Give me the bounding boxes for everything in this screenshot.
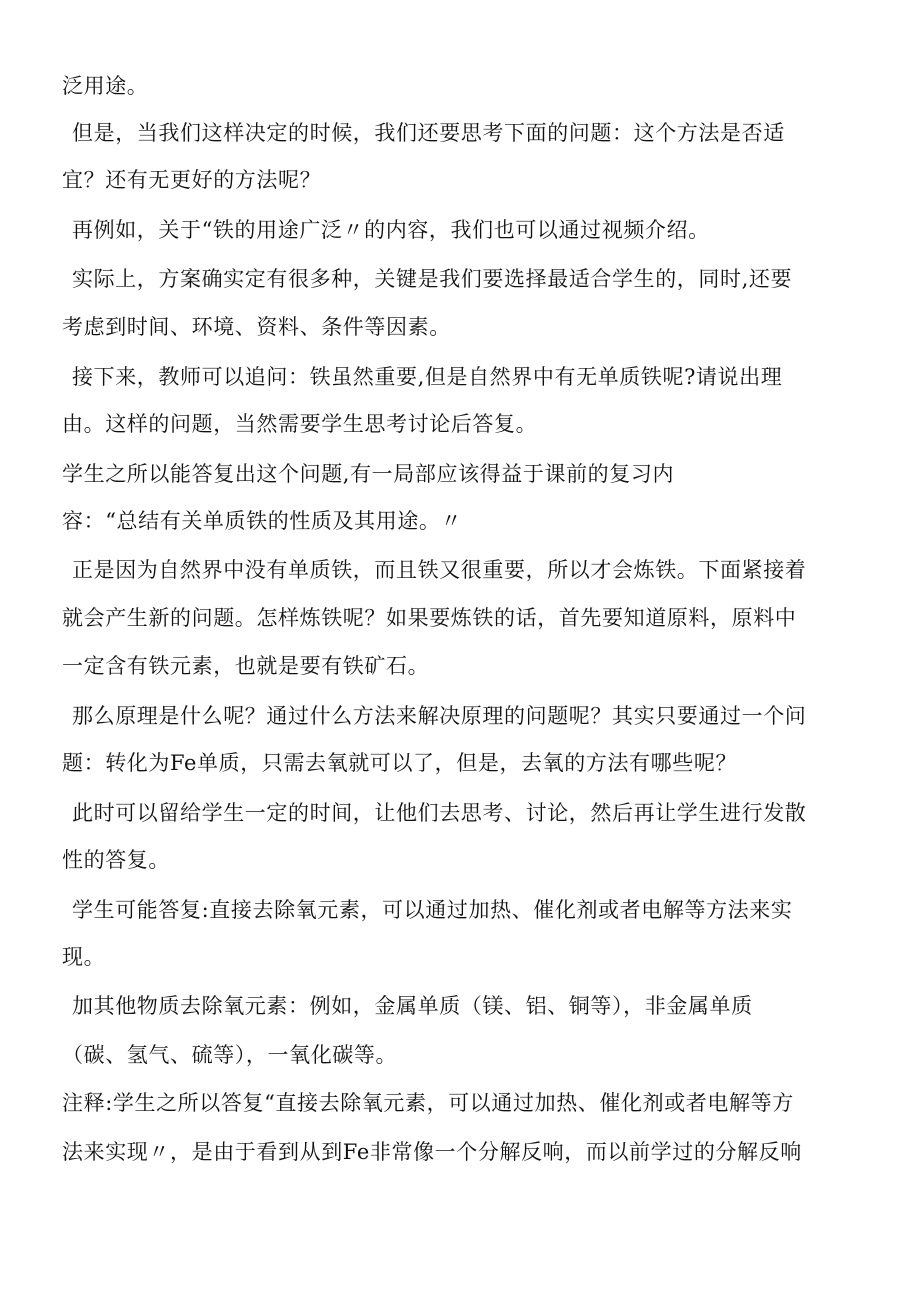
- text-line: 宜？还有无更好的方法呢？: [62, 168, 322, 192]
- text-line: 题：转化为Fe单质，只需去氧就可以了，但是，去氧的方法有哪些呢？: [62, 751, 738, 775]
- text-line: 再例如，关于“铁的用途广泛〃的内容，我们也可以通过视频介绍。: [72, 218, 710, 242]
- text-line: 由。这样的问题，当然需要学生思考讨论后答复。: [62, 412, 538, 436]
- text-line: 正是因为自然界中没有单质铁，而且铁又很重要，所以才会炼铁。下面紧接着: [72, 558, 807, 582]
- text-line: 一定含有铁元素，也就是要有铁矿石。: [62, 654, 430, 678]
- text-line: 考虑到时间、环境、资料、条件等因素。: [62, 315, 451, 339]
- text-line: 学生之所以能答复出这个问题,有一局部应该得益于课前的复习内: [62, 462, 675, 486]
- text-line: 现。: [62, 945, 106, 969]
- text-line: 接下来，教师可以追问：铁虽然重要,但是自然界中有无单质铁呢?请说出理: [72, 365, 783, 389]
- text-line: 法来实现〃，是由于看到从到Fe非常像一个分解反响，而以前学过的分解反响: [62, 1140, 802, 1164]
- text-line: 加其他物质去除氧元素：例如，金属单质（镁、铝、铜等），非金属单质: [72, 994, 753, 1018]
- text-line: 性的答复。: [62, 848, 170, 872]
- text-line: 学生可能答复:直接去除氧元素，可以通过加热、催化剂或者电解等方法来实: [72, 898, 793, 922]
- text-line: 但是，当我们这样决定的时候，我们还要思考下面的问题：这个方法是否适: [72, 121, 785, 145]
- text-line: 实际上，方案确实定有很多种，关键是我们要选择最适合学生的，同时,还要: [72, 267, 793, 291]
- text-line: 那么原理是什么呢？通过什么方法来解决原理的问题呢？其实只要通过一个问: [72, 704, 807, 728]
- text-line: （碳、氢气、硫等），一氧化碳等。: [62, 1043, 398, 1067]
- text-line: 就会产生新的问题。怎样炼铁呢？如果要炼铁的话，首先要知道原料，原料中: [62, 606, 797, 630]
- text-line: 注释:学生之所以答复“直接去除氧元素，可以通过加热、催化剂或者电解等方: [62, 1091, 794, 1115]
- text-line: 此时可以留给学生一定的时间，让他们去思考、讨论，然后再让学生进行发散: [72, 801, 807, 825]
- text-line: 容：“总结有关单质铁的性质及其用途。〃: [62, 509, 463, 533]
- text-line: 泛用途。: [62, 74, 149, 98]
